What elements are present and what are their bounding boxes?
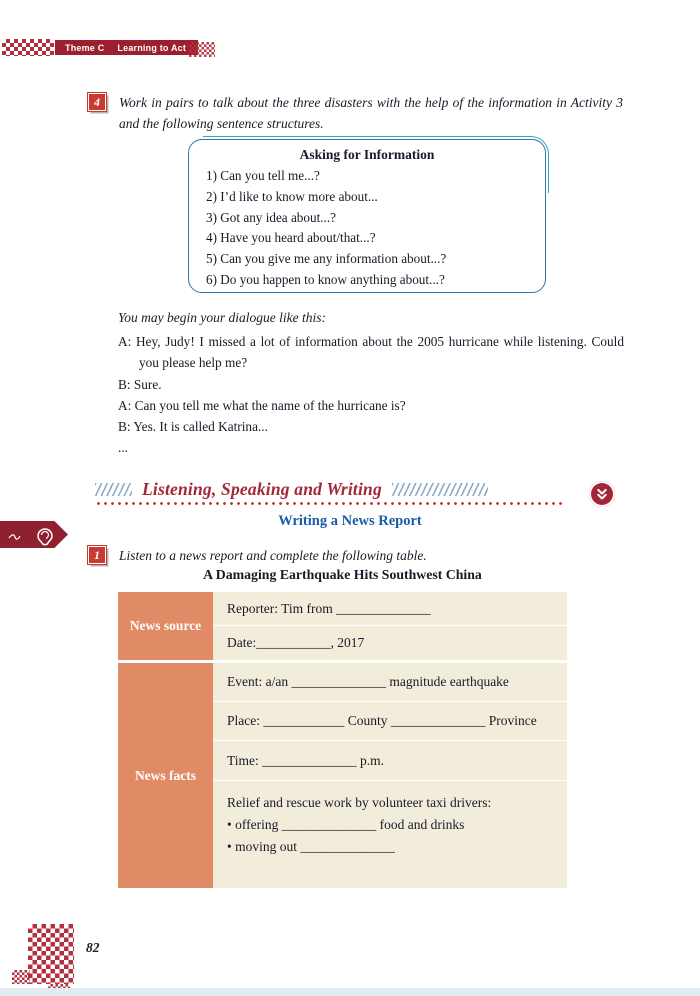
page-number: 82	[86, 940, 100, 955]
theme-title: Learning to Act	[117, 42, 187, 53]
news-report-table	[118, 592, 567, 888]
sentence-structure-item: 2) I’d like to know more about...	[206, 188, 378, 204]
checker-cluster-decoration	[28, 924, 74, 984]
activity-instruction: Work in pairs to talk about the three disasters with the help of the information in Activity 3 and the following sentence structures.	[119, 95, 623, 131]
section-title: Listening, Speaking and Writing	[142, 478, 382, 499]
theme-label: Theme C	[65, 42, 105, 53]
cell-text: Reporter: Tim from ______________	[227, 600, 431, 616]
table-row	[213, 663, 567, 702]
activity-instruction: Listen to a news report and complete the following table.	[119, 548, 427, 563]
dialogue-intro: You may begin your dialogue like this:	[118, 310, 326, 325]
table-row	[213, 781, 567, 888]
section-header	[95, 477, 488, 501]
dialogue-line: B: Yes. It is called Katrina...	[118, 419, 268, 435]
cell-text: • moving out ______________	[227, 839, 395, 854]
table-row	[213, 741, 567, 781]
row-header: News facts	[118, 663, 213, 888]
cell-text: Date:___________, 2017	[227, 635, 365, 650]
checker-ribbon-decoration	[2, 39, 54, 56]
checker-cluster-decoration	[189, 42, 215, 57]
cell-text: Time: ______________ p.m.	[227, 752, 385, 768]
dialogue-example	[118, 331, 624, 459]
cell-text: Place: ____________ County ______________ Province	[227, 713, 537, 728]
table-row	[213, 626, 567, 660]
table-section-news-facts	[118, 663, 567, 888]
activity-1	[88, 545, 623, 566]
dialogue-line: ...	[118, 440, 128, 456]
sentence-structure-item: 6) Do you happen to know anything about...?	[206, 271, 445, 287]
sentence-structure-item: 1) Can you tell me...?	[206, 168, 320, 183]
dialogue-line: B: Sure.	[118, 376, 162, 392]
row-header: News source	[118, 592, 213, 660]
listening-tab	[0, 521, 68, 548]
sentence-structure-list	[189, 163, 545, 291]
subsection-title: Writing a News Report	[278, 513, 422, 529]
activity-number-badge: 4	[88, 93, 106, 111]
activity-4	[88, 92, 623, 134]
table-section-news-source	[118, 592, 567, 660]
dialogue-line: A: Hey, Judy! I missed a lot of information about the 2005 hurricane while listening. Could you please help me?	[118, 334, 624, 371]
hatch-decoration-right	[392, 483, 488, 496]
sentence-structures-box	[188, 139, 546, 293]
double-chevron-down-icon	[589, 481, 615, 507]
checker-cluster-decoration	[12, 970, 30, 984]
sentence-structure-item: 4) Have you heard about/that...?	[206, 230, 376, 246]
cell-text: Event: a/an ______________ magnitude earthquake	[227, 674, 509, 689]
dialogue-line: A: Can you tell me what the name of the hurricane is?	[118, 397, 406, 413]
cell-text: Relief and rescue work by volunteer taxi drivers:	[227, 795, 492, 810]
cell-text: • offering ______________ food and drinks	[227, 817, 465, 832]
page-edge-strip	[0, 988, 700, 996]
activity-number-badge: 1	[88, 546, 106, 564]
sentence-structure-item: 3) Got any idea about...?	[206, 209, 337, 225]
box-title: Asking for Information	[299, 147, 435, 162]
hatch-decoration-left	[95, 483, 132, 496]
ear-icon	[6, 524, 62, 546]
sentence-structure-item: 5) Can you give me any information about...?	[206, 251, 447, 267]
table-row	[213, 592, 567, 626]
dotted-divider	[95, 501, 563, 506]
theme-banner	[55, 40, 198, 55]
table-title: A Damaging Earthquake Hits Southwest China	[203, 567, 482, 582]
table-row	[213, 702, 567, 741]
